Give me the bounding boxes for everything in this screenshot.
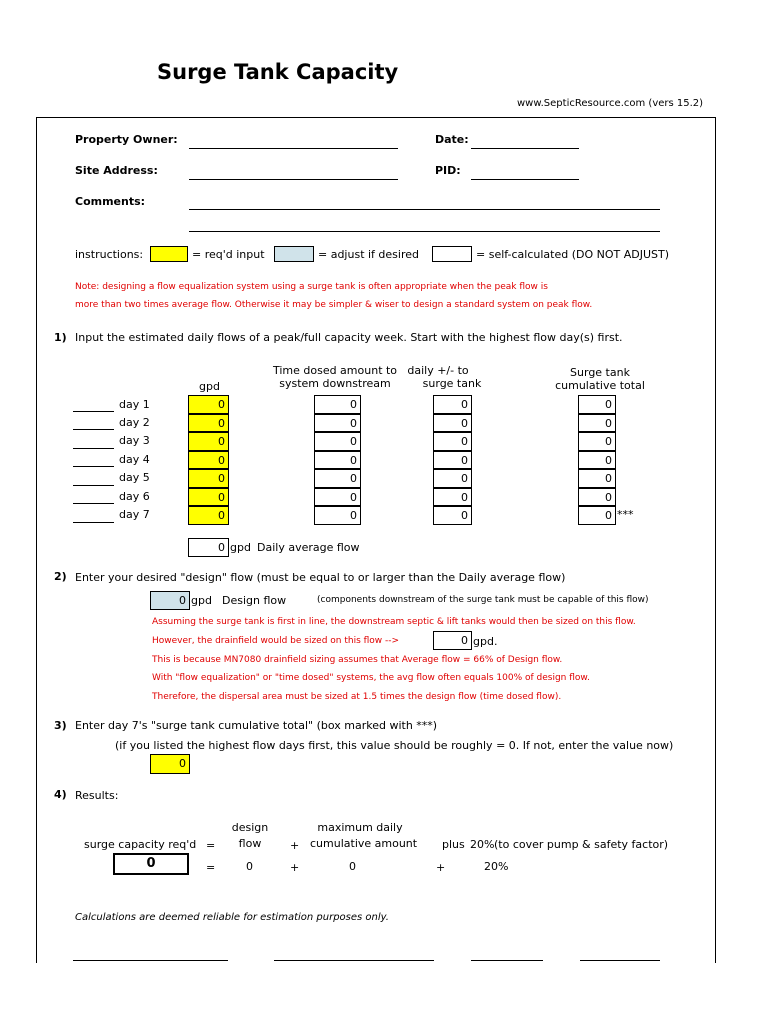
comments-field-1[interactable] (189, 209, 660, 210)
day-blank[interactable] (73, 448, 114, 449)
surge-value: 0 (578, 395, 616, 414)
date-field[interactable] (471, 148, 579, 149)
surge-value: 0 (578, 488, 616, 507)
signature-line-4[interactable] (580, 960, 660, 961)
step-2-number: 2) (54, 570, 67, 583)
pid-field[interactable] (471, 179, 579, 180)
date-label: Date: (435, 133, 469, 146)
plus-sign-2: + (290, 861, 300, 874)
day-label: day 6 (119, 490, 150, 503)
surge-value: 0 (578, 414, 616, 433)
plus-sign-1: + (290, 839, 300, 852)
dosed-input: 0 (314, 488, 361, 507)
safety-description: (to cover pump & safety factor) (494, 838, 669, 851)
gpd-input[interactable]: 0 (188, 488, 229, 507)
gpd-input[interactable]: 0 (188, 451, 229, 470)
comments-field-2[interactable] (189, 231, 660, 232)
safety-percent: 20% (470, 838, 495, 851)
step-1-text: Input the estimated daily flows of a peak/full capacity week. Start with the highest flow day(s) first. (75, 331, 623, 344)
dosed-input: 0 (314, 395, 361, 414)
legend-white-text: = self-calculated (DO NOT ADJUST) (476, 248, 670, 261)
day-blank[interactable] (73, 429, 114, 430)
pid-label: PID: (435, 164, 461, 177)
max-daily-result: 0 (349, 860, 356, 873)
surge-capacity-result: 0 (113, 853, 189, 875)
day-label: day 4 (119, 453, 150, 466)
step-3-number: 3) (54, 719, 67, 732)
step-2-red-1: Assuming the surge tank is first in line, the downstream septic & lift tanks would then be sized on this flow. (152, 617, 636, 627)
design-flow-header-2: flow (238, 837, 262, 850)
dosed-input: 0 (314, 469, 361, 488)
equals-sign-1: = (206, 839, 216, 852)
comments-label: Comments: (75, 195, 146, 208)
page-title: Surge Tank Capacity (157, 60, 399, 84)
drainfield-flow-value: 0 (433, 631, 472, 650)
gpd-input[interactable]: 0 (188, 395, 229, 414)
property-owner-label: Property Owner: (75, 133, 178, 146)
design-flow-header-1: design (231, 821, 269, 834)
day-blank[interactable] (73, 411, 114, 412)
daily-value: 0 (433, 469, 472, 488)
gpd-input[interactable]: 0 (188, 414, 229, 433)
daily-average-label: Daily average flow (257, 541, 360, 554)
site-address-label: Site Address: (75, 164, 158, 177)
dosed-input: 0 (314, 414, 361, 433)
step-2-red-3: This is because MN7080 drainfield sizing assumes that Average flow = 66% of Design flow. (152, 655, 563, 665)
note-line-2: more than two times average flow. Otherwise it may be simpler & wiser to design a standard system on peak flow. (75, 300, 593, 310)
source-credit: www.SepticResource.com (vers 15.2) (517, 98, 704, 109)
day-blank[interactable] (73, 466, 114, 467)
legend-yellow-swatch (150, 246, 188, 262)
dosed-input: 0 (314, 432, 361, 451)
step-4-number: 4) (54, 788, 67, 801)
design-flow-result: 0 (246, 860, 253, 873)
day7-marker: *** (617, 508, 634, 521)
day-label: day 2 (119, 416, 150, 429)
signature-line-2[interactable] (274, 960, 434, 961)
col-daily-header-1: daily +/- to (407, 364, 469, 377)
plus-sign-3: + (436, 861, 446, 874)
legend-white-swatch (432, 246, 472, 262)
day-blank[interactable] (73, 485, 114, 486)
plus-word: plus (442, 838, 465, 851)
surge-value: 0 (578, 451, 616, 470)
col-surge-header-1: Surge tank (570, 366, 630, 379)
design-flow-input[interactable]: 0 (150, 591, 190, 610)
signature-line-3[interactable] (471, 960, 543, 961)
design-flow-note: (components downstream of the surge tank must be capable of this flow) (317, 595, 649, 605)
surge-value: 0 (578, 469, 616, 488)
day-label: day 1 (119, 398, 150, 411)
property-owner-field[interactable] (189, 148, 398, 149)
design-flow-unit: gpd (191, 594, 212, 607)
legend-label: instructions: (75, 248, 144, 261)
daily-value: 0 (433, 432, 472, 451)
col-dosed-header-2: system downstream (279, 377, 391, 390)
drainfield-flow-unit: gpd. (473, 635, 498, 648)
surge-capacity-label: surge capacity req'd (84, 838, 197, 851)
gpd-input[interactable]: 0 (188, 432, 229, 451)
daily-average-value: 0 (188, 538, 229, 557)
step-2-red-2: However, the drainfield would be sized on this flow --> (152, 636, 400, 646)
col-dosed-header-1: Time dosed amount to (272, 364, 398, 377)
gpd-input[interactable]: 0 (188, 506, 229, 525)
col-gpd-header: gpd (199, 380, 220, 393)
daily-value: 0 (433, 395, 472, 414)
surge-value: 0 (578, 506, 616, 525)
day-label: day 7 (119, 508, 150, 521)
note-line-1: Note: designing a flow equalization system using a surge tank is often appropriate when the peak flow is (75, 282, 548, 292)
daily-value: 0 (433, 414, 472, 433)
step-4-text: Results: (75, 789, 119, 802)
daily-value: 0 (433, 451, 472, 470)
design-flow-label: Design flow (222, 594, 287, 607)
legend-yellow-text: = req'd input (192, 248, 265, 261)
col-daily-header-2: surge tank (422, 377, 482, 390)
step-3-subtext: (if you listed the highest flow days first, this value should be roughly = 0. If not, enter the value now) (115, 739, 674, 752)
step-2-text: Enter your desired "design" flow (must be equal to or larger than the Daily average flow) (75, 571, 566, 584)
dosed-input: 0 (314, 506, 361, 525)
daily-value: 0 (433, 488, 472, 507)
daily-average-unit: gpd (230, 541, 251, 554)
equals-sign-2: = (206, 861, 216, 874)
day-blank[interactable] (73, 503, 114, 504)
max-daily-header-2: cumulative amount (310, 837, 418, 850)
day-blank[interactable] (73, 522, 114, 523)
max-daily-header-1: maximum daily (317, 821, 403, 834)
step-1-number: 1) (54, 331, 67, 344)
step-2-red-5: Therefore, the dispersal area must be sized at 1.5 times the design flow (time dosed flow). (152, 692, 562, 702)
col-surge-header-2: cumulative total (555, 379, 645, 392)
surge-value: 0 (578, 432, 616, 451)
daily-value: 0 (433, 506, 472, 525)
day-label: day 3 (119, 434, 150, 447)
gpd-input[interactable]: 0 (188, 469, 229, 488)
site-address-field[interactable] (189, 179, 398, 180)
day7-cumulative-input[interactable]: 0 (150, 754, 190, 774)
step-2-red-4: With "flow equalization" or "time dosed" systems, the avg flow often equals 100% of design flow. (152, 673, 590, 683)
step-3-text: Enter day 7's "surge tank cumulative total" (box marked with ***) (75, 719, 438, 732)
disclaimer: Calculations are deemed reliable for estimation purposes only. (75, 912, 389, 923)
legend-blue-swatch (274, 246, 314, 262)
signature-line-1[interactable] (73, 960, 228, 961)
day-label: day 5 (119, 471, 150, 484)
legend-blue-text: = adjust if desired (318, 248, 419, 261)
safety-percent-result: 20% (484, 860, 509, 873)
dosed-input: 0 (314, 451, 361, 470)
